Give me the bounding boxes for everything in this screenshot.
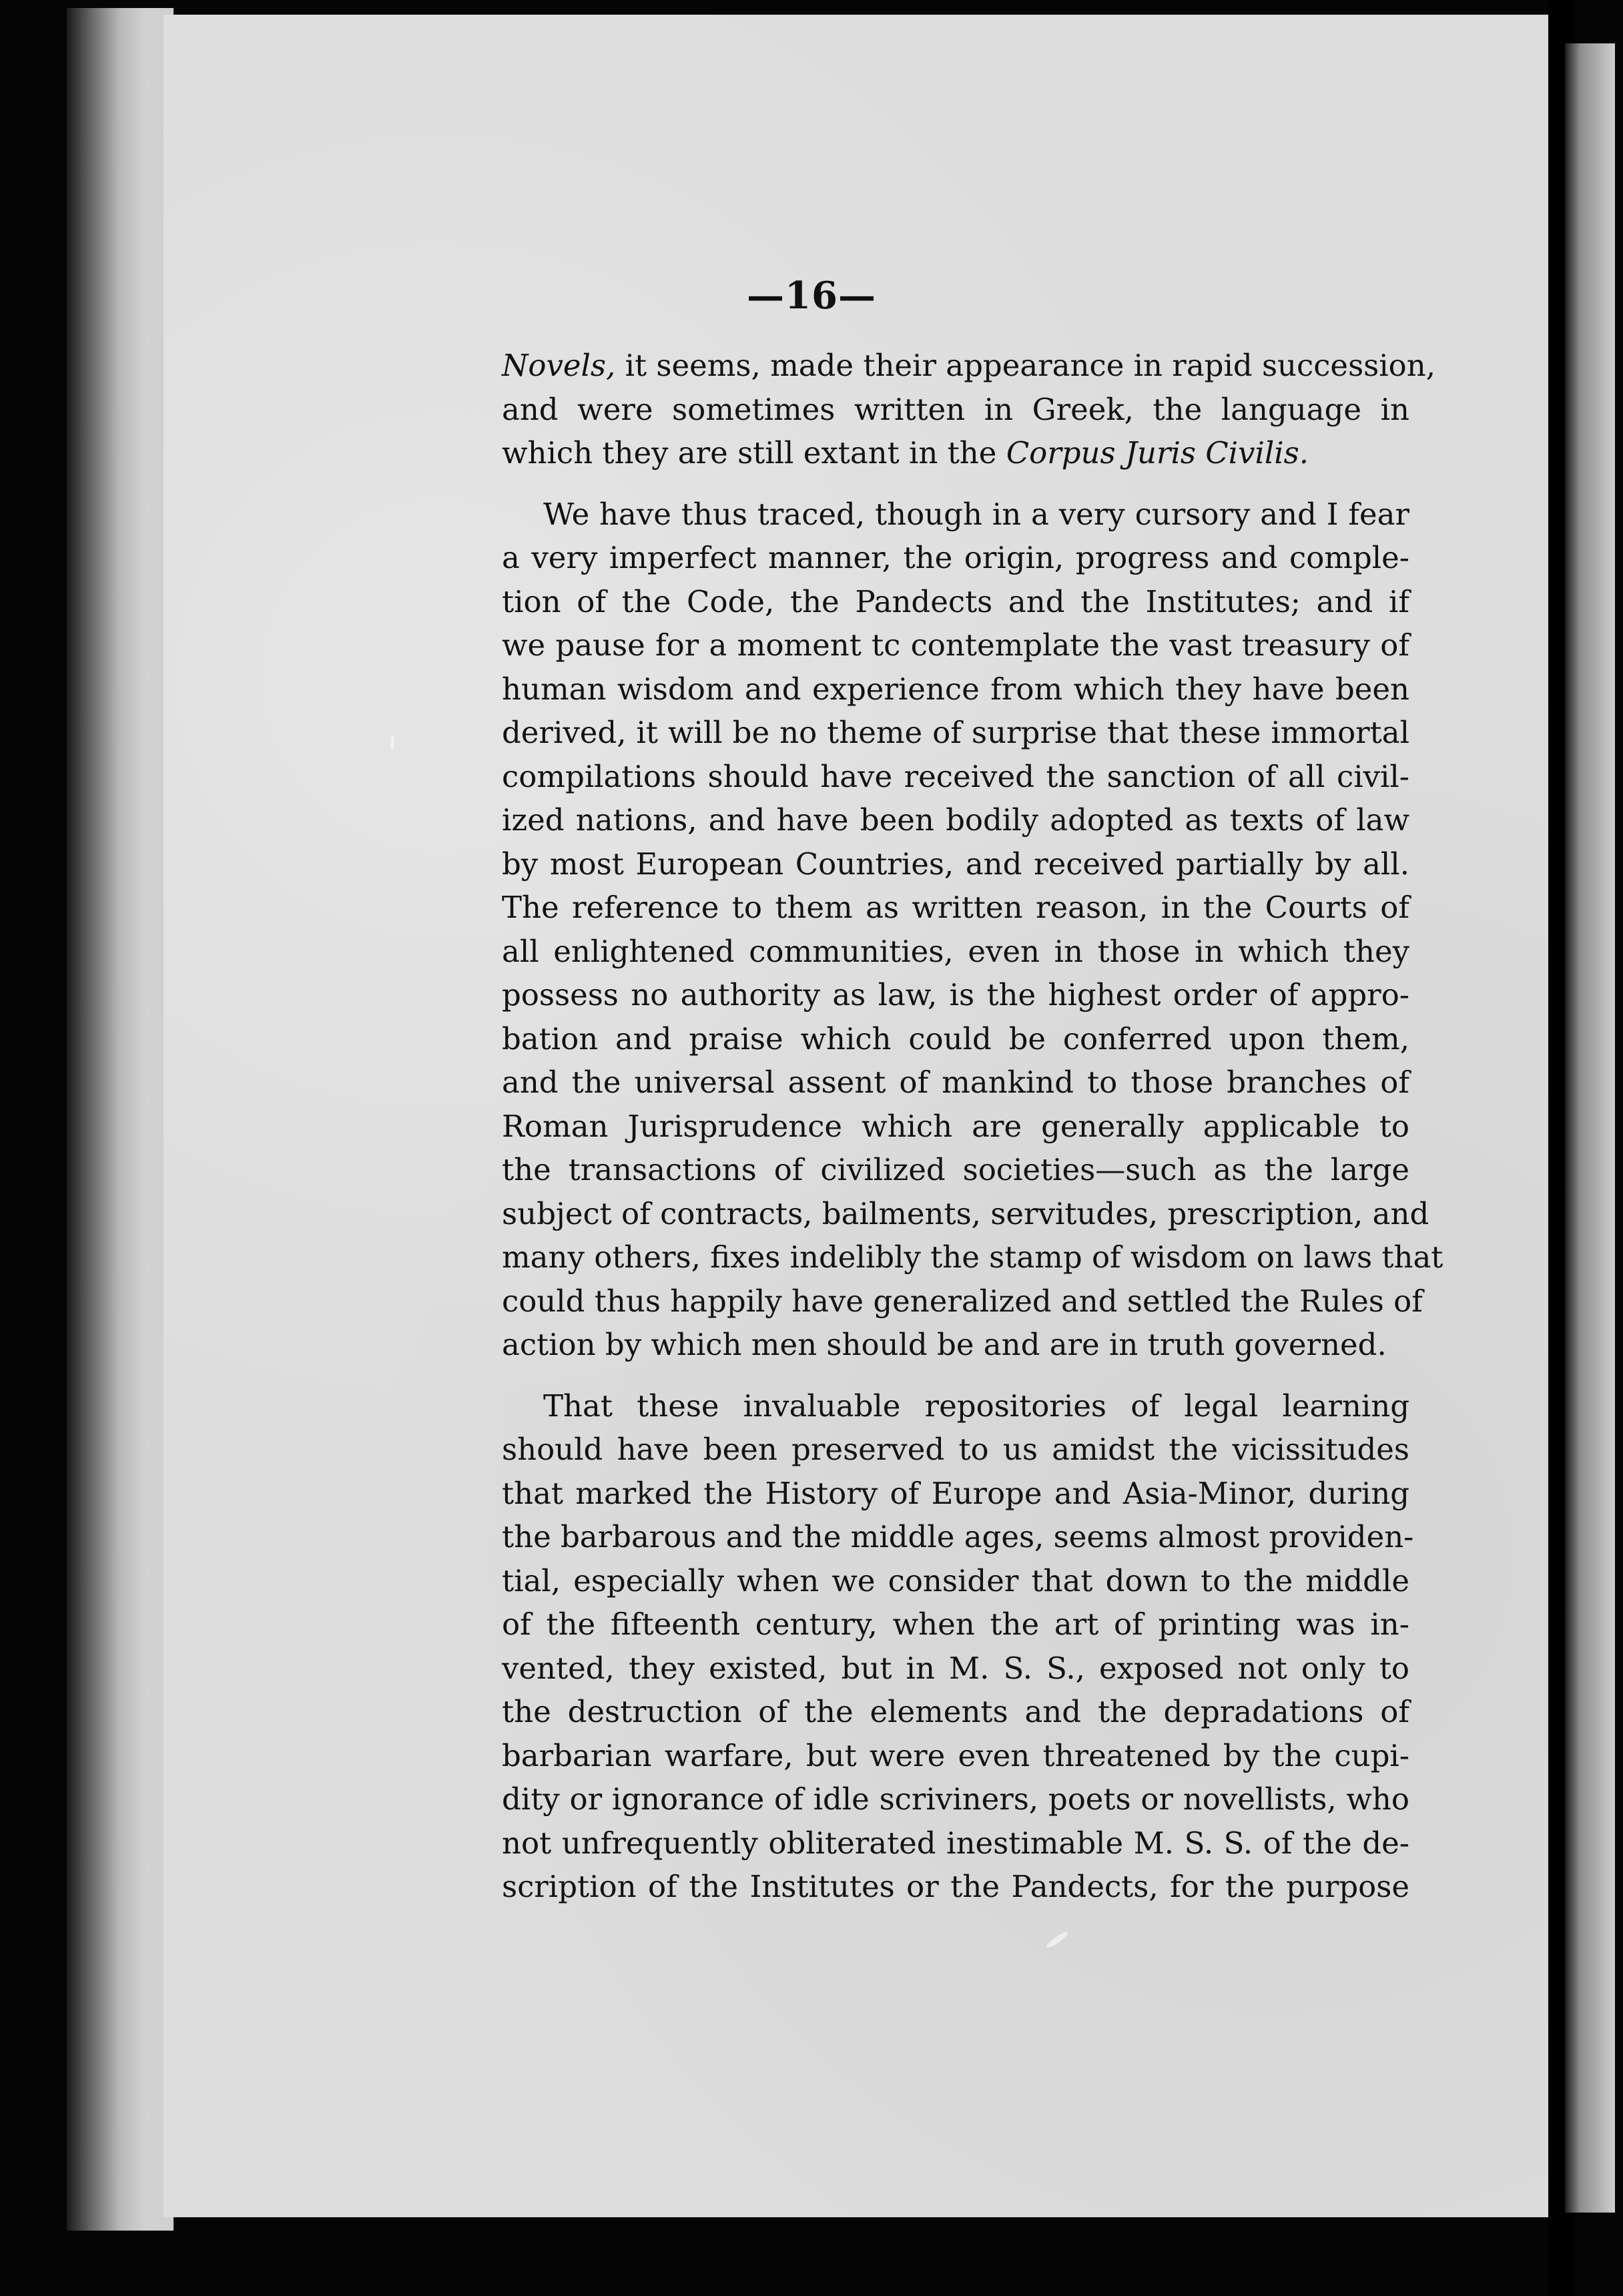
- text-line: [502, 842, 1409, 886]
- text-run: which they are still extant in the: [502, 435, 1006, 471]
- text-run: the destruction of the elements and the depradations of: [502, 1694, 1409, 1729]
- text-run: We have thus traced, though in a very cursory and I fear: [543, 496, 1409, 532]
- text-line: [502, 667, 1409, 711]
- paper-speck: [1045, 1930, 1069, 1950]
- text-run: many others, fixes indelibly the stamp of wisdom on laws that: [502, 1239, 1443, 1275]
- text-run: compilations should have received the sanction of all civil-: [502, 758, 1409, 794]
- text-line: [502, 1017, 1409, 1061]
- text-run: and the universal assent of mankind to those branches of: [502, 1065, 1409, 1100]
- text-run: barbarian warfare, but were even threatened by the cupi-: [502, 1737, 1409, 1773]
- text-line: [502, 1428, 1409, 1472]
- text-run: tion of the Code, the Pandects and the Institutes; and if: [502, 583, 1409, 619]
- text-run: could thus happily have generalized and settled the Rules of: [502, 1283, 1423, 1319]
- text-run: all enlightened communities, even in those in which they: [502, 933, 1409, 969]
- body-text: [502, 344, 1443, 1909]
- text-run: bation and praise which could be conferred upon them,: [502, 1021, 1409, 1057]
- paper-speck: [390, 736, 394, 750]
- text-line: [502, 580, 1409, 624]
- text-line: [502, 1235, 1443, 1279]
- text-line: [502, 1384, 1409, 1428]
- text-line: [502, 1603, 1409, 1647]
- text-line: [502, 1105, 1409, 1149]
- text-run: the transactions of civilized societies—such as the large: [502, 1152, 1409, 1187]
- text-run: That these invaluable repositories of legal learning: [543, 1388, 1409, 1424]
- text-line: [502, 1690, 1409, 1734]
- paragraph-gap: [502, 1367, 1409, 1384]
- text-run: vented, they existed, but in M. S. S., exposed not only to: [502, 1650, 1409, 1686]
- text-line: [502, 1865, 1409, 1909]
- text-run: possess no authority as law, is the highest order of appro-: [502, 977, 1409, 1013]
- text-line: [502, 798, 1409, 842]
- paragraph: [502, 1384, 1414, 1909]
- text-run: and were sometimes written in Greek, the language in: [502, 391, 1409, 427]
- facing-page-edge: [1565, 43, 1615, 2213]
- italic-text-run: Corpus Juris Civilis.: [1006, 435, 1309, 471]
- text-run: scription of the Institutes or the Pandects, for the purpose: [502, 1869, 1409, 1904]
- text-line: [502, 1559, 1409, 1603]
- text-run: we pause for a moment tc contemplate the vast treasury of: [502, 627, 1409, 663]
- page-edge-stack: [67, 8, 174, 2231]
- text-line: [502, 1734, 1409, 1778]
- text-run: derived, it will be no theme of surprise that these immortal: [502, 715, 1409, 750]
- text-line: [502, 1777, 1409, 1821]
- text-line: [502, 755, 1409, 799]
- text-run: should have been preserved to us amidst the vicissitudes: [502, 1432, 1409, 1467]
- text-line: [502, 1515, 1414, 1559]
- text-line: [502, 431, 1409, 475]
- text-run: action by which men should be and are in truth governed.: [502, 1327, 1387, 1362]
- text-line: [502, 1821, 1409, 1866]
- text-run: tial, especially when we consider that down to the middle: [502, 1562, 1409, 1599]
- paragraph-gap: [502, 475, 1409, 493]
- text-run: that marked the History of Europe and Asia-Minor, during: [502, 1475, 1409, 1511]
- text-line: [502, 1192, 1429, 1236]
- text-line: [502, 1472, 1409, 1516]
- text-run: the barbarous and the middle ages, seems almost providen-: [502, 1519, 1414, 1554]
- paragraph: [502, 344, 1436, 475]
- text-line: [502, 623, 1409, 667]
- text-run: subject of contracts, bailments, servitudes, prescription, and: [502, 1195, 1429, 1231]
- text-run: not unfrequently obliterated inestimable M. S. S. of the de-: [502, 1825, 1409, 1861]
- paragraph: [502, 493, 1443, 1367]
- text-run: it seems, made their appearance in rapid succession,: [615, 348, 1436, 383]
- text-line: [502, 493, 1409, 537]
- text-line: [502, 1148, 1409, 1192]
- text-line: [502, 1323, 1409, 1367]
- text-line: [502, 1647, 1409, 1691]
- italic-text-run: Novels,: [502, 348, 616, 383]
- text-line: [502, 1279, 1423, 1324]
- text-run: The reference to them as written reason, in the Courts of: [502, 890, 1409, 925]
- page-number: —16—: [747, 274, 876, 318]
- text-line: [502, 1061, 1409, 1105]
- text-line: [502, 536, 1409, 580]
- text-run: a very imperfect manner, the origin, progress and comple-: [502, 540, 1409, 575]
- text-line: [502, 930, 1409, 974]
- text-line: [502, 711, 1409, 755]
- text-run: by most European Countries, and received partially by all.: [502, 846, 1409, 882]
- text-run: ized nations, and have been bodily adopted as texts of law: [502, 802, 1409, 838]
- text-run: dity or ignorance of idle scriviners, poets or novellists, who: [502, 1781, 1409, 1817]
- text-line: [502, 886, 1409, 930]
- text-run: of the fifteenth century, when the art of printing was in-: [502, 1607, 1409, 1642]
- text-line: [502, 344, 1436, 388]
- text-run: human wisdom and experience from which they have been: [502, 671, 1409, 707]
- text-run: Roman Jurisprudence which are generally applicable to: [502, 1108, 1409, 1144]
- text-line: [502, 388, 1409, 432]
- text-line: [502, 973, 1409, 1017]
